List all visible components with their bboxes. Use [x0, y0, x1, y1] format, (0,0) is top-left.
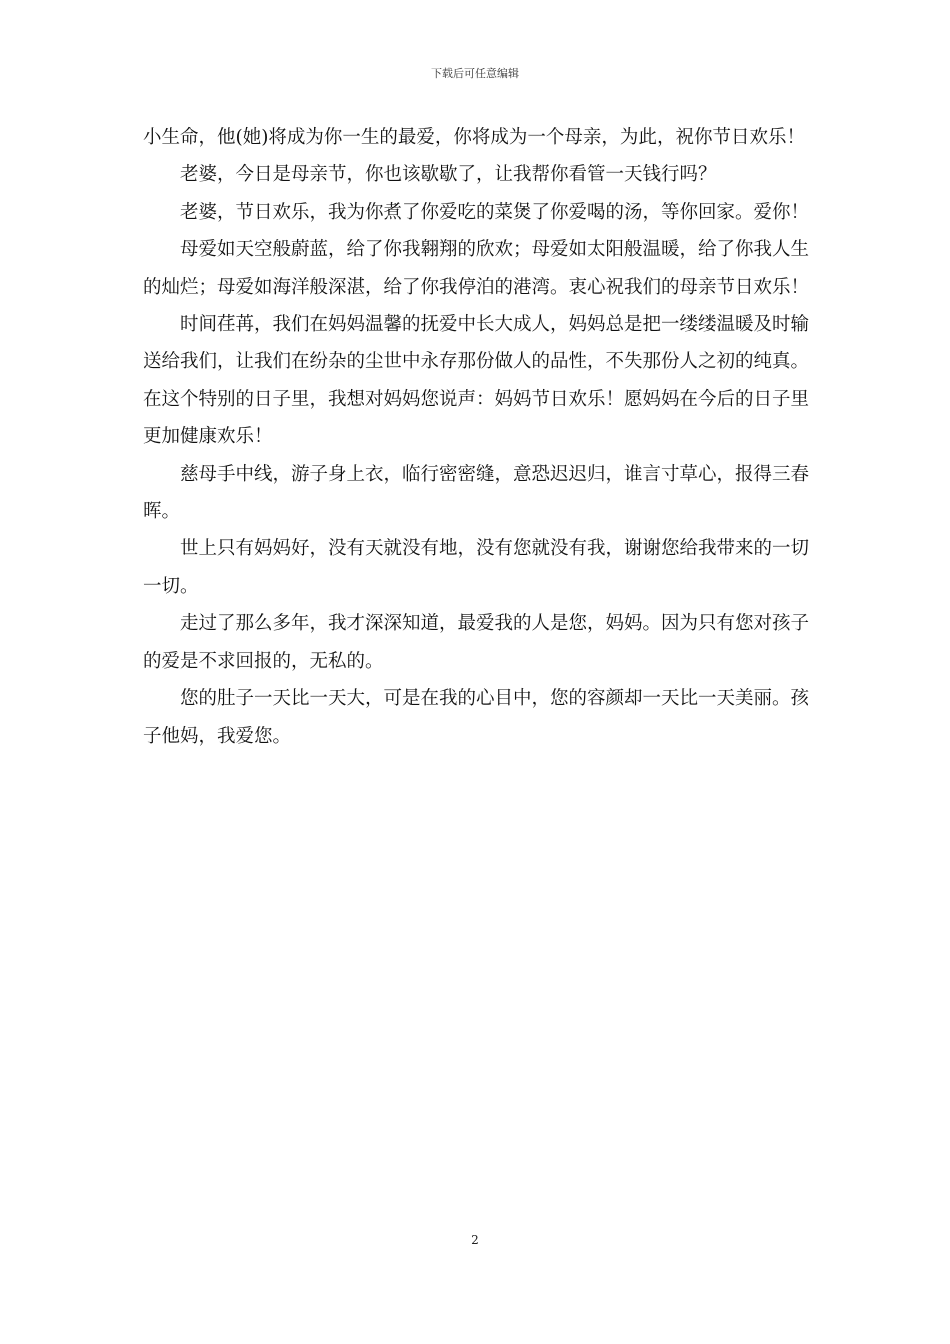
page-header: 下载后可任意编辑: [431, 67, 519, 80]
paragraph-continuation: 小生命，他(她)将成为你一生的最爱，你将成为一个母亲，为此，祝你节日欢乐！: [143, 127, 805, 148]
paragraph: 您的肚子一天比一天大，可是在我的心目中，您的容颜却一天比一天美丽。孩子他妈，我爱您。: [143, 688, 810, 747]
document-body: [143, 119, 809, 755]
paragraph: 世上只有妈妈好，没有天就没有地，没有您就没有我，谢谢您给我带来的一切一切。: [143, 538, 810, 597]
paragraph: 时间荏苒，我们在妈妈温馨的抚爱中长大成人，妈妈总是把一缕缕温暖及时输送给我们，让我们在纷杂的尘世中永存那份做人的品性，不失那份人之初的纯真。在这个特别的日子里，我想对妈妈您说声：妈妈节日欢乐！愿妈妈在今后的日子里更加健康欢乐！: [143, 314, 810, 448]
paragraph: 走过了那么多年，我才深深知道，最爱我的人是您，妈妈。因为只有您对孩子的爱是不求回报的，无私的。: [143, 613, 810, 672]
paragraph: 老婆，节日欢乐，我为你煮了你爱吃的菜煲了你爱喝的汤，等你回家。爱你！: [180, 201, 810, 223]
paragraph: 慈母手中线，游子身上衣，临行密密缝，意恐迟迟归，谁言寸草心，报得三春晖。: [143, 463, 810, 523]
paragraph: 母爱如天空般蔚蓝，给了你我翱翔的欣欢；母爱如太阳般温暖，给了你我人生的灿烂；母爱如海洋般深湛，给了你我停泊的港湾。衷心祝我们的母亲节日欢乐！: [143, 239, 810, 298]
paragraph: 老婆，今日是母亲节，你也该歇歇了，让我帮你看管一天钱行吗？: [180, 164, 717, 186]
page-number: 2: [471, 1233, 479, 1247]
